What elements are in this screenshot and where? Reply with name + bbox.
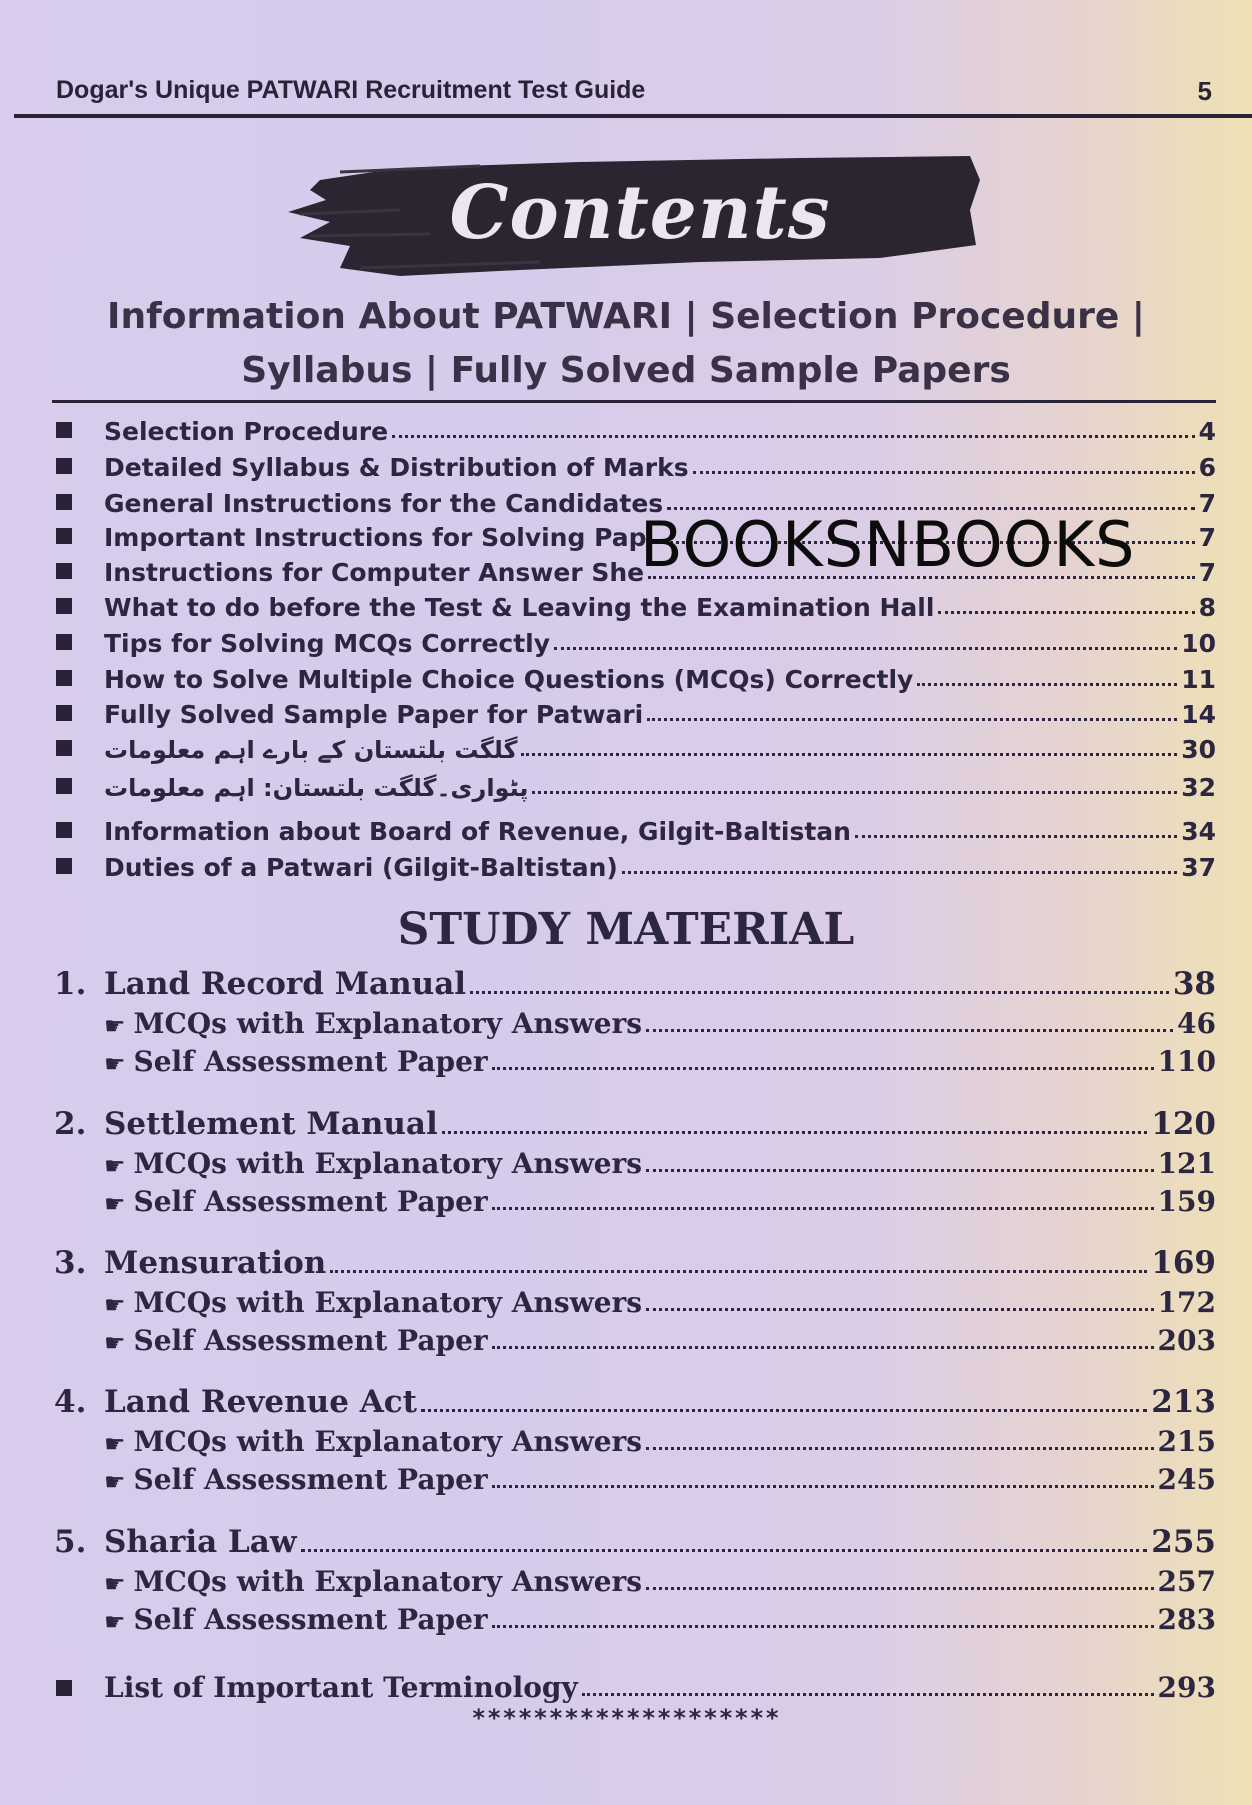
section-number: 3. <box>54 1245 87 1281</box>
toc-item-terminology[interactable] <box>56 1664 1216 1704</box>
section-page: 213 <box>1151 1384 1216 1420</box>
dot-leader <box>622 871 1177 874</box>
dot-leader <box>421 1409 1147 1412</box>
dot-leader <box>646 1308 1154 1311</box>
toc-item[interactable] <box>56 412 1216 446</box>
pointing-hand-icon: ☛ <box>104 1468 126 1496</box>
dot-leader <box>646 1169 1154 1172</box>
square-bullet-icon <box>56 778 72 794</box>
subsection-label: Self Assessment Paper <box>133 1463 488 1496</box>
dot-leader <box>646 1029 1173 1032</box>
dot-leader <box>917 683 1177 686</box>
section-item[interactable] <box>54 1520 1216 1560</box>
dot-leader <box>647 718 1177 721</box>
section-label: Sharia Law <box>104 1524 297 1560</box>
toc-item-label: General Instructions for the Candidates <box>104 489 664 518</box>
section-item[interactable] <box>54 1241 1216 1281</box>
dot-leader <box>646 1447 1154 1450</box>
section-page: 38 <box>1172 966 1216 1002</box>
dot-leader <box>855 835 1177 838</box>
subsection-label: MCQs with Explanatory Answers <box>133 1147 643 1180</box>
toc-item-label: Instructions for Computer Answer She <box>104 558 645 587</box>
section-page: 255 <box>1151 1524 1216 1560</box>
section-page: 169 <box>1151 1245 1216 1281</box>
dot-leader <box>938 611 1194 614</box>
pointing-hand-icon: ☛ <box>104 1570 126 1598</box>
pointing-hand-icon: ☛ <box>104 1329 126 1357</box>
toc-item-label: گلگت بلتستان کے بارے اہم معلومات <box>104 736 518 764</box>
subsection-label: MCQs with Explanatory Answers <box>133 1425 643 1458</box>
subsection-label: Self Assessment Paper <box>133 1185 488 1218</box>
banner-title: Contents <box>449 170 831 256</box>
square-bullet-icon <box>56 705 72 721</box>
subsection-label: MCQs with Explanatory Answers <box>133 1007 643 1040</box>
running-header <box>56 74 1212 114</box>
subsection-label: Self Assessment Paper <box>133 1324 488 1357</box>
section-number: 4. <box>54 1384 87 1420</box>
toc-item-label: Detailed Syllabus & Distribution of Marks <box>104 453 689 482</box>
pointing-hand-icon: ☛ <box>104 1608 126 1636</box>
dot-leader <box>492 1067 1154 1070</box>
toc-item-label: Duties of a Patwari (Gilgit-Baltistan) <box>104 853 618 882</box>
toc-item-label: Information about Board of Revenue, Gilgit-Baltistan <box>104 817 851 846</box>
toc-item[interactable] <box>56 448 1216 482</box>
toc-item-label: List of Important Terminology <box>104 1671 578 1704</box>
subsection-page: 203 <box>1157 1324 1216 1357</box>
subsection-label: Self Assessment Paper <box>133 1603 488 1636</box>
subsection-page: 215 <box>1157 1425 1216 1458</box>
toc-item-label: Fully Solved Sample Paper for Patwari <box>104 700 644 729</box>
dot-leader <box>646 1587 1154 1590</box>
dot-leader <box>532 791 1177 794</box>
square-bullet-icon <box>56 528 72 544</box>
book-title: Dogar's Unique PATWARI Recruitment Test Guide <box>56 76 646 104</box>
toc-item-page: 11 <box>1181 665 1216 694</box>
dot-leader <box>693 471 1195 474</box>
section-item[interactable] <box>54 1380 1216 1420</box>
toc-item-page: 293 <box>1157 1671 1216 1704</box>
square-bullet-icon <box>56 563 72 579</box>
pointing-hand-icon: ☛ <box>104 1050 126 1078</box>
toc-item-label: پٹواری۔گلگت بلتستان: اہم معلومات <box>104 774 529 802</box>
subsection-label: MCQs with Explanatory Answers <box>133 1286 643 1319</box>
dot-leader <box>492 1625 1154 1628</box>
section-label: Land Record Manual <box>104 966 467 1002</box>
section-label: Land Revenue Act <box>104 1384 417 1420</box>
subsection-item[interactable] <box>104 1283 1216 1319</box>
section-label: Settlement Manual <box>104 1106 438 1142</box>
toc-item[interactable] <box>56 588 1216 622</box>
toc-item[interactable] <box>56 624 1216 658</box>
toc-item-label: What to do before the Test & Leaving the Examination Hall <box>104 593 935 622</box>
toc-item-page: 4 <box>1198 417 1216 446</box>
subsection-page: 172 <box>1157 1286 1216 1319</box>
subsection-page: 110 <box>1157 1045 1216 1078</box>
square-bullet-icon <box>56 670 72 686</box>
subsection-item[interactable] <box>104 1182 1216 1218</box>
dot-leader <box>521 753 1177 756</box>
toc-item[interactable] <box>56 768 1216 802</box>
square-bullet-icon <box>56 1680 72 1696</box>
square-bullet-icon <box>56 634 72 650</box>
toc-item-page: 30 <box>1181 735 1216 764</box>
subsection-page: 283 <box>1157 1603 1216 1636</box>
pointing-hand-icon: ☛ <box>104 1152 126 1180</box>
toc-item-page: 6 <box>1198 453 1216 482</box>
section-label: Mensuration <box>104 1245 327 1281</box>
subtitle-line-1: Information About PATWARI | Selection Procedure | <box>107 296 1145 337</box>
dot-leader <box>330 1270 1147 1273</box>
subsection-label: MCQs with Explanatory Answers <box>133 1565 643 1598</box>
section-number: 1. <box>54 966 87 1002</box>
square-bullet-icon <box>56 858 72 874</box>
dot-leader <box>470 991 1169 994</box>
subtitle-line-2: Syllabus | Fully Solved Sample Papers <box>241 350 1011 391</box>
toc-item-page: 7 <box>1198 558 1216 587</box>
toc-item-page: 8 <box>1198 593 1216 622</box>
toc-item[interactable] <box>56 812 1216 846</box>
subsection-item[interactable] <box>104 1422 1216 1458</box>
page-number: 5 <box>1197 76 1212 106</box>
square-bullet-icon <box>56 494 72 510</box>
contents-banner <box>280 150 1000 290</box>
section-number: 5. <box>54 1524 87 1560</box>
subsection-item[interactable] <box>104 1144 1216 1180</box>
subsection-page: 46 <box>1177 1007 1216 1040</box>
square-bullet-icon <box>56 740 72 756</box>
toc-item[interactable] <box>56 695 1216 729</box>
pointing-hand-icon: ☛ <box>104 1012 126 1040</box>
subsection-item[interactable] <box>104 1460 1216 1496</box>
toc-item[interactable] <box>56 660 1216 694</box>
dot-leader <box>442 1131 1148 1134</box>
subsection-page: 121 <box>1157 1147 1216 1180</box>
toc-item-page: 32 <box>1181 773 1216 802</box>
dot-leader <box>582 1693 1154 1696</box>
toc-item-page: 7 <box>1198 523 1216 552</box>
toc-item-label: How to Solve Multiple Choice Questions (MCQs) Correctly <box>104 665 914 694</box>
footer-stars: ******************** <box>471 1704 781 1732</box>
dot-leader <box>492 1207 1154 1210</box>
dot-leader <box>554 647 1177 650</box>
dot-leader <box>492 1346 1154 1349</box>
subsection-item[interactable] <box>104 1042 1216 1078</box>
subsection-page: 257 <box>1157 1565 1216 1598</box>
header-rule <box>14 114 1252 118</box>
section-number: 2. <box>54 1106 87 1142</box>
toc-item-page: 10 <box>1181 629 1216 658</box>
square-bullet-icon <box>56 822 72 838</box>
subtitle-rule <box>52 400 1216 403</box>
subsection-item[interactable] <box>104 1004 1216 1040</box>
dot-leader <box>492 1485 1154 1488</box>
section-item[interactable] <box>54 962 1216 1002</box>
section-page: 120 <box>1151 1106 1216 1142</box>
toc-item-page: 7 <box>1198 489 1216 518</box>
subsection-label: Self Assessment Paper <box>133 1045 488 1078</box>
toc-item-label: Selection Procedure <box>104 417 389 446</box>
square-bullet-icon <box>56 422 72 438</box>
dot-leader <box>301 1549 1148 1552</box>
toc-item-label: Important Instructions for Solving Pap <box>104 523 647 552</box>
square-bullet-icon <box>56 458 72 474</box>
subsection-page: 159 <box>1157 1185 1216 1218</box>
subsection-item[interactable] <box>104 1600 1216 1636</box>
toc-item[interactable] <box>56 848 1216 882</box>
subsection-item[interactable] <box>104 1321 1216 1357</box>
toc-item-page: 14 <box>1181 700 1216 729</box>
study-material-heading: STUDY MATERIAL <box>397 904 855 955</box>
pointing-hand-icon: ☛ <box>104 1291 126 1319</box>
pointing-hand-icon: ☛ <box>104 1430 126 1458</box>
pointing-hand-icon: ☛ <box>104 1190 126 1218</box>
toc-item-page: 37 <box>1181 853 1216 882</box>
subsection-page: 245 <box>1157 1463 1216 1496</box>
toc-item-page: 34 <box>1181 817 1216 846</box>
section-item[interactable] <box>54 1102 1216 1142</box>
square-bullet-icon <box>56 598 72 614</box>
toc-item-label: Tips for Solving MCQs Correctly <box>104 629 551 658</box>
subsection-item[interactable] <box>104 1562 1216 1598</box>
toc-item[interactable] <box>56 730 1216 764</box>
watermark: BOOKSNBOOKS <box>640 508 1136 581</box>
dot-leader <box>392 435 1195 438</box>
